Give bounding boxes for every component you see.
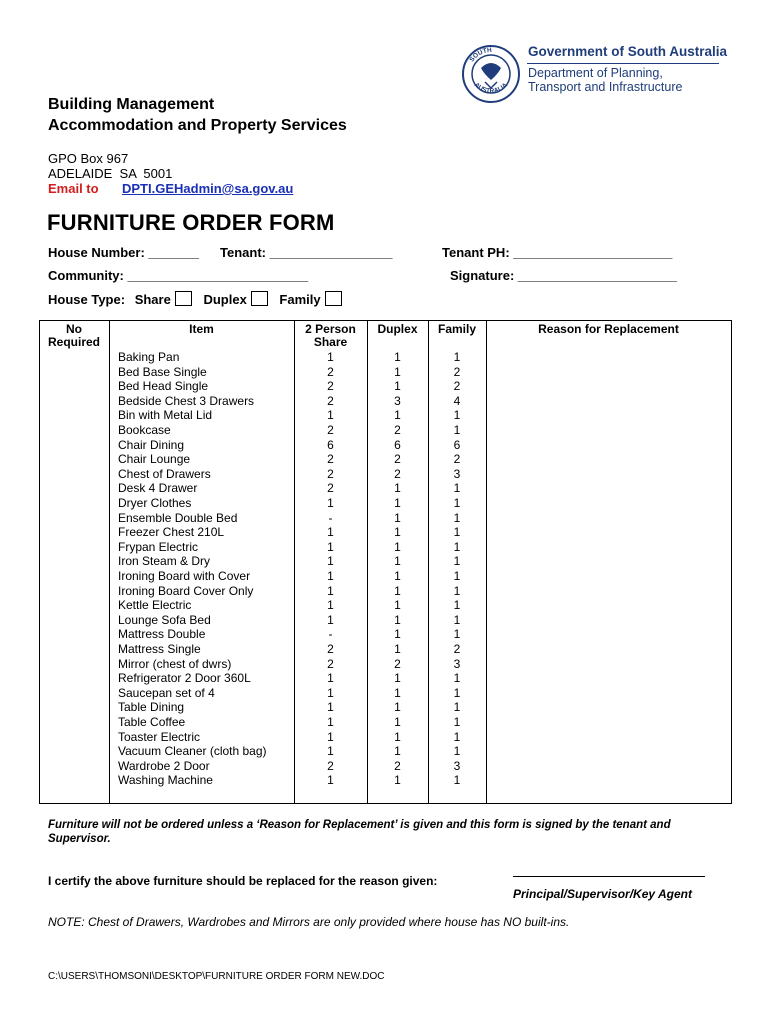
duplex-qty: 1 [394,612,401,627]
family-qty: 1 [453,525,461,540]
table-border-left [39,320,40,804]
family-qty: 1 [453,423,461,437]
item-name: Mattress Double [118,627,206,642]
department-name [528,66,682,94]
family-qty: 3 [453,656,461,671]
duplex-qty: 1 [394,583,401,598]
two-person-share-qty: 2 [327,393,334,408]
family-qty: 1 [453,671,461,686]
department-line-1: Department of Planning, [528,66,663,80]
duplex-qty: 1 [394,773,401,788]
government-name: Government of South Australia [528,44,728,59]
item-name: Frypan Electric [118,539,199,554]
two-person-share-qty: 1 [327,539,334,554]
two-person-share-qty: 1 [327,408,334,423]
family-qty: 1 [453,773,461,788]
family-qty: 1 [453,510,461,525]
table-bottom-border [39,803,732,804]
duplex-qty: 2 [394,656,401,671]
two-person-share-qty: 1 [327,671,334,686]
certify-statement: I certify the above furniture should be replaced for the reason given: [48,874,438,888]
tenant-phone-field[interactable]: Tenant PH: ______________________ [442,245,673,260]
item-name: Ironing Board Cover Only [118,583,254,598]
house-number-field[interactable]: House Number: _______ [48,245,200,260]
furniture-table [39,320,732,804]
two-person-share-qty: 1 [327,715,334,729]
duplex-qty: 1 [394,729,401,744]
two-person-share-qty: 1 [327,583,334,598]
department-line-2: Transport and Infrastructure [528,80,683,94]
duplex-qty: 1 [394,569,401,583]
item-name: Refrigerator 2 Door 360L [118,671,251,686]
family-checkbox[interactable] [325,291,342,306]
table-top-border [39,320,732,321]
two-person-share-qty: 1 [327,496,334,510]
two-person-share-qty: 1 [327,598,334,613]
family-qty: 3 [453,758,461,773]
table-border-right [731,320,732,804]
warning-note: Furniture will not be ordered unless a ‘Reason for Replacement’ is given and this form is signed by the tenant and Supervisor. [48,819,671,845]
two-person-share-qty: 1 [327,700,334,715]
item-name: Wardrobe 2 Door [118,758,210,773]
header-divider [527,63,719,64]
two-person-share-qty: - [328,627,333,642]
two-person-share-qty: 1 [327,729,334,744]
item-name: Bin with Metal Lid [118,408,213,423]
header-duplex: Duplex [377,322,418,336]
two-person-share-qty: 1 [327,350,334,364]
org-name-line-1: Building Management [48,96,215,113]
item-name: Iron Steam & Dry [118,554,211,569]
svg-text:AUSTRALIA: AUSTRALIA [472,81,509,95]
sa-government-logo [461,44,521,104]
tenant-field[interactable]: Tenant: _________________ [220,245,393,260]
duplex-qty: 1 [394,350,401,364]
duplex-qty: 1 [394,715,401,729]
two-person-share-qty: 1 [327,554,334,569]
item-name: Mattress Single [118,642,201,656]
address-line-2: ADELAIDE SA 5001 [48,166,173,181]
item-name: Vacuum Cleaner (cloth bag) [118,744,267,759]
family-qty: 2 [453,379,461,394]
family-qty: 1 [453,554,461,569]
two-person-share-qty: 1 [327,612,334,627]
family-qty: 1 [453,539,461,554]
duplex-qty: 1 [394,627,401,642]
family-qty: 1 [453,744,461,759]
two-person-share-qty: 2 [327,423,334,437]
item-name: Bedside Chest 3 Drawers [118,393,255,408]
family-qty: 1 [453,408,461,423]
duplex-qty: 1 [394,481,401,496]
signature-field[interactable]: Signature: ______________________ [450,268,677,283]
duplex-qty: 1 [394,685,401,700]
header-item: Item [189,322,214,336]
item-name: Washing Machine [118,773,213,788]
house-type-row [48,291,342,307]
family-qty: 1 [453,612,461,627]
duplex-qty: 1 [394,671,401,686]
duplex-qty: 6 [394,437,401,452]
family-qty: 1 [453,715,461,729]
file-path: C:\USERS\THOMSONI\DESKTOP\FURNITURE ORDER FORM NEW.DOC [48,971,385,982]
address-line-1: GPO Box 967 [48,151,129,166]
two-person-share-qty: 1 [327,569,334,583]
house-type-label: House Type: [48,292,126,307]
item-name: Chair Lounge [118,452,191,467]
header-family: Family [437,322,476,336]
col-divider-5 [486,320,487,804]
community-field[interactable]: Community: _________________________ [48,268,309,283]
svg-text:SOUTH: SOUTH [468,46,493,64]
item-name: Bed Base Single [118,364,207,379]
family-qty: 6 [453,437,461,452]
item-name: Freezer Chest 210L [118,525,225,540]
family-qty: 2 [453,642,461,656]
item-name: Baking Pan [118,350,180,364]
col-divider-1 [109,320,110,804]
item-name: Mirror (chest of dwrs) [118,656,232,671]
two-person-share-qty: 1 [327,685,334,700]
two-person-share-qty: 2 [327,642,334,656]
item-name: Table Coffee [118,715,186,729]
family-qty: 1 [453,627,461,642]
duplex-qty: 1 [394,364,401,379]
family-qty: 1 [453,481,461,496]
two-person-share-qty: 1 [327,744,334,759]
family-qty: 1 [453,350,461,364]
item-name: Lounge Sofa Bed [118,612,211,627]
duplex-qty: 1 [394,539,401,554]
item-name: Saucepan set of 4 [118,685,215,700]
family-qty: 1 [453,496,461,510]
two-person-share-qty: 2 [327,364,334,379]
duplex-qty: 1 [394,554,401,569]
org-name-line-2: Accommodation and Property Services [48,117,347,134]
two-person-share-qty: - [328,510,333,525]
share-label: Share [134,292,171,307]
two-person-share-qty: 2 [327,452,334,467]
family-qty: 1 [453,598,461,613]
share-checkbox[interactable] [175,291,192,306]
header-no-required: No Required [47,322,100,349]
principal-label: Principal/Supervisor/Key Agent [513,887,692,901]
item-name: Chair Dining [118,437,185,452]
two-person-share-qty: 1 [327,773,334,788]
duplex-qty: 1 [394,642,401,656]
duplex-qty: 1 [394,510,401,525]
two-person-share-qty: 2 [327,379,334,394]
two-person-share-qty: 1 [327,525,334,540]
item-name: Table Dining [118,700,185,715]
duplex-qty: 1 [394,496,401,510]
family-qty: 1 [453,700,461,715]
duplex-qty: 3 [394,393,401,408]
item-name: Ironing Board with Cover [118,569,251,583]
form-title: FURNITURE ORDER FORM [47,210,335,235]
family-qty: 1 [453,685,461,700]
item-name: Ensemble Double Bed [118,510,238,525]
item-name: Bookcase [118,423,171,437]
two-person-share-qty: 2 [327,656,334,671]
item-name: Chest of Drawers [118,466,211,481]
builtins-note: NOTE: Chest of Drawers, Wardrobes and Mirrors are only provided where house has NO built-ins. [48,915,570,929]
family-qty: 1 [453,583,461,598]
duplex-qty: 1 [394,379,401,394]
item-name: Bed Head Single [118,379,209,394]
duplex-qty: 2 [394,423,401,437]
duplex-qty: 1 [394,744,401,759]
item-name: Dryer Clothes [118,496,192,510]
duplex-qty: 1 [394,598,401,613]
duplex-qty: 1 [394,700,401,715]
family-qty: 1 [453,729,461,744]
item-name: Toaster Electric [118,729,201,744]
item-name: Desk 4 Drawer [118,481,198,496]
item-name: Kettle Electric [118,598,192,613]
two-person-share-qty: 6 [327,437,334,452]
duplex-label: Duplex [203,292,247,307]
family-qty: 4 [453,393,461,408]
family-qty: 3 [453,466,461,481]
supervisor-signature-line[interactable] [513,876,705,877]
family-qty: 2 [453,452,461,467]
family-qty: 1 [453,569,461,583]
duplex-qty: 2 [394,452,401,467]
duplex-qty: 1 [394,408,401,423]
email-label: Email to [48,181,99,196]
two-person-share-qty: 2 [327,466,334,481]
duplex-qty: 1 [394,525,401,540]
duplex-qty: 2 [394,466,401,481]
duplex-checkbox[interactable] [251,291,268,306]
header-two-person-share: 2 Person Share [305,322,356,349]
duplex-qty: 2 [394,758,401,773]
family-qty: 2 [453,364,461,379]
two-person-share-qty: 2 [327,481,334,496]
family-label: Family [279,292,321,307]
two-person-share-qty: 2 [327,758,334,773]
header-reason: Reason for Replacement [538,322,679,336]
email-link[interactable]: DPTI.GEHadmin@sa.gov.au [122,181,294,196]
